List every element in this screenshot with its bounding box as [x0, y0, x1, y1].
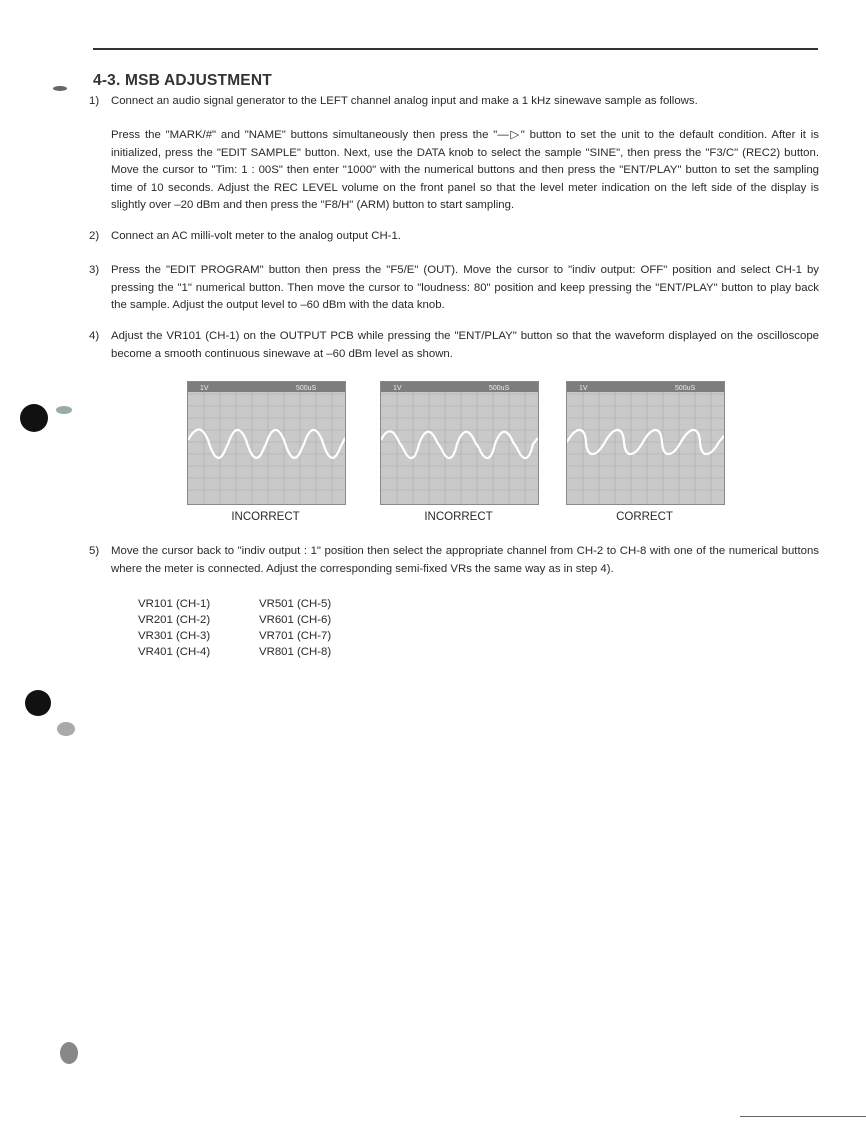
figure-caption: INCORRECT	[424, 511, 493, 523]
oscilloscope-screen	[381, 382, 538, 504]
vr-item: VR401 (CH-4)	[138, 646, 211, 658]
vr-item: VR701 (CH-7)	[259, 630, 332, 642]
bottom-rule	[740, 1116, 866, 1117]
scan-mark	[60, 1042, 78, 1064]
vr-item: VR501 (CH-5)	[259, 598, 332, 610]
step-2	[89, 228, 819, 246]
step-number: 4)	[89, 330, 100, 342]
oscilloscope-screen	[567, 382, 724, 504]
step-text: Connect an audio signal generator to the LEFT channel analog input and make a 1 kHz sinewave sample as follows.	[111, 95, 698, 107]
step-5	[89, 543, 819, 578]
step-number: 2)	[89, 230, 100, 242]
step-1	[89, 93, 819, 111]
vr-item: VR201 (CH-2)	[138, 614, 211, 626]
step-1-detail: Press the "MARK/#" and "NAME" buttons simultaneously then press the "—▷" button to set the unit to the default condition. After it is initialized, press the "EDIT SAMPLE" button. Next, use the DATA knob to select the sample "SINE", then press the "F3/C" (REC2) button. Move the cursor to "Tim: 1 : 00S" then enter "1000" with the numerical buttons and then press the "ENT/PLAY" button to set the sampling time of 10 seconds. Adjust the REC LEVEL volume on the front panel so that the level meter indication on the left side of the display is slightly over –20 dBm and then press the "F8/H" (ARM) button to start sampling.	[111, 129, 819, 211]
step-number: 5)	[89, 545, 100, 557]
figure-caption: INCORRECT	[231, 511, 300, 523]
scope-time-label: 500uS	[489, 385, 510, 392]
scan-mark	[53, 86, 67, 91]
oscilloscope-figure-incorrect-2	[380, 381, 539, 505]
scan-mark	[56, 406, 72, 414]
vr-item: VR301 (CH-3)	[138, 630, 211, 642]
oscilloscope-figure-correct	[566, 381, 725, 505]
scan-mark	[57, 722, 75, 736]
step-text: Press the "EDIT PROGRAM" button then press the "F5/E" (OUT). Move the cursor to "indiv output: OFF" position and select CH-1 by pressing the "1" numerical button. Then move the cursor to "loudness: 80" position and keep pressing the "ENT/PLAY" button to play back the sample. Adjust the output level to –60 dBm with the data knob.	[111, 264, 819, 311]
step-3	[89, 262, 819, 315]
step-4	[89, 328, 819, 363]
step-number: 1)	[89, 95, 100, 107]
vr-list-right	[259, 596, 331, 660]
scope-volt-label: 1V	[579, 385, 588, 392]
page-title: 4-3. MSB ADJUSTMENT	[93, 72, 272, 89]
vr-item: VR101 (CH-1)	[138, 598, 211, 610]
step-text: Adjust the VR101 (CH-1) on the OUTPUT PCB while pressing the "ENT/PLAY" button so that the waveform displayed on the oscilloscope become a smooth continuous sinewave at –60 dBm level as shown.	[111, 330, 819, 360]
scope-volt-label: 1V	[200, 385, 209, 392]
punch-hole-top	[20, 404, 48, 432]
vr-list-left	[138, 596, 210, 660]
scope-time-label: 500uS	[296, 385, 317, 392]
waveform-trace	[188, 430, 345, 458]
oscilloscope-screen	[188, 382, 345, 504]
step-text: Connect an AC milli-volt meter to the analog output CH-1.	[111, 230, 401, 242]
scope-time-label: 500uS	[675, 385, 696, 392]
vr-item: VR801 (CH-8)	[259, 646, 332, 658]
top-rule	[93, 48, 818, 50]
oscilloscope-figure-incorrect-1	[187, 381, 346, 505]
vr-item: VR601 (CH-6)	[259, 614, 332, 626]
figure-caption: CORRECT	[616, 511, 673, 523]
step-number: 3)	[89, 264, 100, 276]
step-text: Move the cursor back to "indiv output : 1" position then select the appropriate channel from CH-2 to CH-8 with one of the numerical buttons where the meter is connected. Adjust the corresponding semi-fixed VRs the same way as in step 4).	[111, 545, 819, 575]
punch-hole-middle	[25, 690, 51, 716]
scope-volt-label: 1V	[393, 385, 402, 392]
